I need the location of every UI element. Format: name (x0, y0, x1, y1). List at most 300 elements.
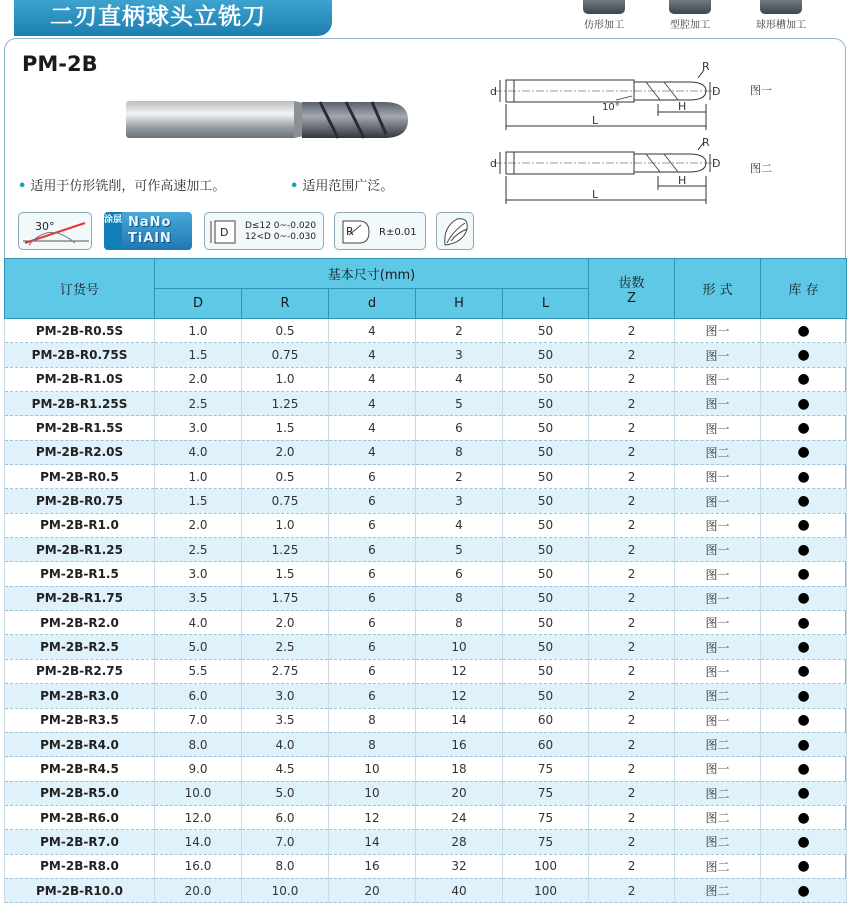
cell-form: 图一 (675, 708, 761, 732)
cell-H: 24 (416, 805, 503, 829)
cell-L: 50 (503, 659, 589, 683)
header-stock: 库 存 (761, 259, 847, 319)
cell-teeth: 2 (589, 538, 675, 562)
cell-R: 2.5 (242, 635, 329, 659)
cell-L: 50 (503, 416, 589, 440)
cell-stock: ● (761, 489, 847, 513)
cell-H: 10 (416, 635, 503, 659)
cell-form: 图一 (675, 659, 761, 683)
cell-teeth: 2 (589, 611, 675, 635)
cell-form: 图一 (675, 343, 761, 367)
helix-angle-icon (19, 213, 93, 251)
cell-stock: ● (761, 513, 847, 537)
cell-R: 2.0 (242, 440, 329, 464)
cell-R: 4.0 (242, 732, 329, 756)
dim-r: R (702, 138, 710, 149)
cell-order-no: PM-2B-R1.5 (5, 562, 155, 586)
cell-R: 1.25 (242, 392, 329, 416)
cell-H: 3 (416, 489, 503, 513)
table-row (5, 440, 847, 464)
cell-D: 14.0 (155, 830, 242, 854)
cell-L: 75 (503, 830, 589, 854)
cell-D: 3.0 (155, 562, 242, 586)
cell-stock: ● (761, 440, 847, 464)
cell-H: 8 (416, 586, 503, 610)
cell-H: 6 (416, 562, 503, 586)
cell-order-no: PM-2B-R6.0 (5, 805, 155, 829)
table-row (5, 465, 847, 489)
cell-order-no: PM-2B-R1.75 (5, 586, 155, 610)
cell-D: 10.0 (155, 781, 242, 805)
table-row (5, 684, 847, 708)
cell-d: 8 (329, 732, 416, 756)
radius-tolerance-badge (334, 212, 426, 250)
cell-teeth: 2 (589, 562, 675, 586)
cell-stock: ● (761, 343, 847, 367)
cell-L: 75 (503, 757, 589, 781)
cell-d: 10 (329, 781, 416, 805)
feature-2: • 适用范围广泛。 (290, 179, 394, 194)
cell-teeth: 2 (589, 440, 675, 464)
cell-stock: ● (761, 611, 847, 635)
cell-stock: ● (761, 757, 847, 781)
bullet-icon: • (18, 179, 27, 194)
cell-d: 4 (329, 392, 416, 416)
cell-d: 4 (329, 367, 416, 391)
cell-teeth: 2 (589, 708, 675, 732)
tol-line-2: 12<D 0~-0.030 (245, 232, 317, 242)
cell-order-no: PM-2B-R1.5S (5, 416, 155, 440)
helix-angle-badge (18, 212, 92, 250)
cell-L: 50 (503, 635, 589, 659)
cell-L: 50 (503, 611, 589, 635)
cell-d: 6 (329, 489, 416, 513)
cell-D: 2.0 (155, 367, 242, 391)
page-title: 二刃直柄球头立铣刀 (14, 0, 332, 36)
diagram-fig1 (484, 58, 724, 136)
cell-form: 图一 (675, 392, 761, 416)
cell-teeth: 2 (589, 830, 675, 854)
cell-D: 2.5 (155, 392, 242, 416)
cell-teeth: 2 (589, 854, 675, 878)
cell-D: 1.5 (155, 489, 242, 513)
cell-d: 12 (329, 805, 416, 829)
diagram-fig2 (484, 138, 724, 208)
cell-teeth: 2 (589, 805, 675, 829)
cell-order-no: PM-2B-R0.5S (5, 319, 155, 343)
cell-teeth: 2 (589, 732, 675, 756)
cell-order-no: PM-2B-R1.25S (5, 392, 155, 416)
cell-form: 图一 (675, 319, 761, 343)
cell-L: 100 (503, 854, 589, 878)
cell-order-no: PM-2B-R2.0 (5, 611, 155, 635)
header-teeth-label: 齿数 (618, 275, 645, 291)
table-row (5, 392, 847, 416)
dim-r: R (702, 60, 710, 73)
cell-R: 1.75 (242, 586, 329, 610)
cell-order-no: PM-2B-R4.0 (5, 732, 155, 756)
cell-D: 16.0 (155, 854, 242, 878)
cell-stock: ● (761, 684, 847, 708)
cell-H: 2 (416, 319, 503, 343)
cell-L: 50 (503, 440, 589, 464)
dim-L: L (592, 188, 599, 201)
cell-order-no: PM-2B-R0.75 (5, 489, 155, 513)
cell-form: 图二 (675, 878, 761, 902)
cell-stock: ● (761, 830, 847, 854)
cell-teeth: 2 (589, 367, 675, 391)
cell-teeth: 2 (589, 392, 675, 416)
table-row (5, 830, 847, 854)
cell-R: 0.5 (242, 465, 329, 489)
cell-form: 图一 (675, 489, 761, 513)
ball-end-badge (436, 212, 474, 250)
cell-R: 8.0 (242, 854, 329, 878)
cell-order-no: PM-2B-R1.0S (5, 367, 155, 391)
cell-order-no: PM-2B-R2.75 (5, 659, 155, 683)
cell-R: 4.5 (242, 757, 329, 781)
dim-L: L (592, 114, 599, 127)
cell-d: 6 (329, 659, 416, 683)
process-cavity-milling (660, 0, 720, 31)
cell-stock: ● (761, 416, 847, 440)
table-row (5, 878, 847, 902)
cell-d: 4 (329, 319, 416, 343)
header-d: d (329, 289, 416, 319)
cell-teeth: 2 (589, 757, 675, 781)
cell-R: 7.0 (242, 830, 329, 854)
spec-table-body (5, 319, 847, 903)
fig2-label: 图二 (750, 162, 772, 175)
cell-order-no: PM-2B-R3.5 (5, 708, 155, 732)
process-label: 型腔加工 (670, 20, 710, 31)
cell-stock: ● (761, 805, 847, 829)
cell-D: 1.5 (155, 343, 242, 367)
cell-form: 图一 (675, 538, 761, 562)
cell-L: 50 (503, 465, 589, 489)
cell-teeth: 2 (589, 465, 675, 489)
cell-R: 1.25 (242, 538, 329, 562)
cell-R: 0.75 (242, 343, 329, 367)
cell-H: 5 (416, 392, 503, 416)
cell-D: 6.0 (155, 684, 242, 708)
bullet-icon: • (290, 179, 299, 194)
table-row (5, 854, 847, 878)
header-form: 形 式 (675, 259, 761, 319)
cell-form: 图一 (675, 611, 761, 635)
cell-d: 6 (329, 562, 416, 586)
cell-D: 3.0 (155, 416, 242, 440)
cell-D: 5.5 (155, 659, 242, 683)
cell-D: 2.0 (155, 513, 242, 537)
dim-d: d (490, 157, 497, 170)
cell-stock: ● (761, 465, 847, 489)
table-row (5, 319, 847, 343)
feature-1: • 适用于仿形铣削，可作高速加工。 (18, 179, 226, 194)
cell-D: 1.0 (155, 465, 242, 489)
cell-d: 4 (329, 416, 416, 440)
cell-order-no: PM-2B-R5.0 (5, 781, 155, 805)
cell-form: 图一 (675, 465, 761, 489)
cell-stock: ● (761, 635, 847, 659)
fig1-label: 图一 (750, 84, 772, 97)
cell-form: 图一 (675, 562, 761, 586)
table-row (5, 343, 847, 367)
cell-d: 4 (329, 440, 416, 464)
header-R: R (242, 289, 329, 319)
dim-H: H (678, 100, 687, 113)
cell-order-no: PM-2B-R7.0 (5, 830, 155, 854)
table-row (5, 367, 847, 391)
cell-R: 3.0 (242, 684, 329, 708)
cell-order-no: PM-2B-R1.0 (5, 513, 155, 537)
cell-stock: ● (761, 659, 847, 683)
cell-teeth: 2 (589, 513, 675, 537)
cell-H: 4 (416, 367, 503, 391)
cell-L: 50 (503, 392, 589, 416)
cell-L: 75 (503, 805, 589, 829)
cell-d: 4 (329, 343, 416, 367)
cell-order-no: PM-2B-R2.0S (5, 440, 155, 464)
cell-form: 图二 (675, 440, 761, 464)
radius-icon (337, 213, 373, 251)
cell-L: 50 (503, 538, 589, 562)
process-copy-milling (574, 0, 634, 31)
helix-angle: 30° (35, 220, 55, 233)
cell-teeth: 2 (589, 635, 675, 659)
diameter-tolerance-badge (204, 212, 324, 250)
cell-stock: ● (761, 562, 847, 586)
cell-order-no: PM-2B-R8.0 (5, 854, 155, 878)
cell-teeth: 2 (589, 343, 675, 367)
table-row (5, 611, 847, 635)
cell-L: 50 (503, 489, 589, 513)
cell-stock: ● (761, 586, 847, 610)
cell-L: 50 (503, 684, 589, 708)
cell-d: 10 (329, 757, 416, 781)
ball-end-mill-image (124, 96, 414, 146)
cell-R: 10.0 (242, 878, 329, 902)
diameter-icon (207, 213, 243, 251)
cell-L: 60 (503, 708, 589, 732)
cell-L: 100 (503, 878, 589, 902)
cell-teeth: 2 (589, 416, 675, 440)
ball-end-icon (437, 213, 475, 251)
cell-order-no: PM-2B-R10.0 (5, 878, 155, 902)
cell-d: 6 (329, 586, 416, 610)
cell-H: 8 (416, 440, 503, 464)
header-teeth-symbol: Z (627, 290, 636, 306)
process-ball-groove (748, 0, 814, 31)
cell-R: 5.0 (242, 781, 329, 805)
table-row (5, 635, 847, 659)
cell-L: 50 (503, 562, 589, 586)
cell-d: 6 (329, 684, 416, 708)
cell-H: 12 (416, 659, 503, 683)
cell-D: 4.0 (155, 611, 242, 635)
cell-teeth: 2 (589, 684, 675, 708)
header-order-no: 订货号 (5, 259, 155, 319)
table-row (5, 562, 847, 586)
header-H: H (416, 289, 503, 319)
cell-R: 0.5 (242, 319, 329, 343)
cell-teeth: 2 (589, 586, 675, 610)
dim-D: D (712, 85, 721, 98)
cell-H: 14 (416, 708, 503, 732)
table-row (5, 757, 847, 781)
cell-d: 16 (329, 854, 416, 878)
cell-L: 50 (503, 586, 589, 610)
cell-R: 6.0 (242, 805, 329, 829)
cell-R: 2.0 (242, 611, 329, 635)
cell-R: 1.0 (242, 367, 329, 391)
cell-D: 4.0 (155, 440, 242, 464)
cell-H: 5 (416, 538, 503, 562)
cell-form: 图二 (675, 781, 761, 805)
cell-D: 2.5 (155, 538, 242, 562)
cell-D: 7.0 (155, 708, 242, 732)
cell-L: 50 (503, 319, 589, 343)
cell-D: 12.0 (155, 805, 242, 829)
cell-d: 6 (329, 538, 416, 562)
cell-R: 1.0 (242, 513, 329, 537)
cell-D: 20.0 (155, 878, 242, 902)
cell-d: 6 (329, 635, 416, 659)
cell-d: 6 (329, 611, 416, 635)
cavity-milling-icon (669, 0, 711, 14)
cell-L: 75 (503, 781, 589, 805)
header-D: D (155, 289, 242, 319)
cell-teeth: 2 (589, 781, 675, 805)
cell-H: 2 (416, 465, 503, 489)
cell-R: 2.75 (242, 659, 329, 683)
dim-d: d (490, 85, 497, 98)
cell-R: 0.75 (242, 489, 329, 513)
cell-form: 图二 (675, 805, 761, 829)
table-row (5, 805, 847, 829)
cell-R: 3.5 (242, 708, 329, 732)
tol-line-1: D≤12 0~-0.020 (245, 221, 317, 231)
cell-d: 8 (329, 708, 416, 732)
radius-symbol: R (346, 225, 354, 238)
dim-D: D (712, 157, 721, 170)
cell-d: 6 (329, 465, 416, 489)
cell-D: 9.0 (155, 757, 242, 781)
cell-order-no: PM-2B-R2.5 (5, 635, 155, 659)
header-basic-size: 基本尺寸(mm) (155, 259, 589, 289)
cell-H: 16 (416, 732, 503, 756)
cell-d: 20 (329, 878, 416, 902)
table-row (5, 416, 847, 440)
cell-teeth: 2 (589, 878, 675, 902)
cell-teeth: 2 (589, 489, 675, 513)
table-row (5, 659, 847, 683)
table-row (5, 538, 847, 562)
cell-H: 3 (416, 343, 503, 367)
cell-H: 6 (416, 416, 503, 440)
cell-stock: ● (761, 319, 847, 343)
coating-badge (104, 212, 192, 250)
table-row (5, 781, 847, 805)
cell-H: 8 (416, 611, 503, 635)
cell-order-no: PM-2B-R1.25 (5, 538, 155, 562)
cell-D: 5.0 (155, 635, 242, 659)
cell-order-no: PM-2B-R0.75S (5, 343, 155, 367)
cell-form: 图一 (675, 367, 761, 391)
copy-milling-icon (583, 0, 625, 14)
cell-D: 1.0 (155, 319, 242, 343)
radius-tol: R±0.01 (379, 227, 417, 238)
header-teeth (589, 259, 675, 319)
cell-form: 图一 (675, 635, 761, 659)
model-name: PM-2B (22, 52, 98, 76)
cell-L: 50 (503, 513, 589, 537)
table-row (5, 586, 847, 610)
cell-stock: ● (761, 538, 847, 562)
cell-form: 图一 (675, 513, 761, 537)
cell-stock: ● (761, 367, 847, 391)
cell-stock: ● (761, 781, 847, 805)
cell-form: 图二 (675, 732, 761, 756)
cell-order-no: PM-2B-R4.5 (5, 757, 155, 781)
table-row (5, 489, 847, 513)
dim-angle: 10° (602, 102, 620, 113)
cell-order-no: PM-2B-R0.5 (5, 465, 155, 489)
cell-H: 28 (416, 830, 503, 854)
cell-form: 图二 (675, 854, 761, 878)
cell-D: 3.5 (155, 586, 242, 610)
process-label: 仿形加工 (584, 20, 624, 31)
cell-H: 4 (416, 513, 503, 537)
cell-stock: ● (761, 708, 847, 732)
header-L: L (503, 289, 589, 319)
cell-stock: ● (761, 854, 847, 878)
table-row (5, 732, 847, 756)
cell-stock: ● (761, 878, 847, 902)
cell-L: 50 (503, 343, 589, 367)
coating-line-1: NaNo (128, 215, 172, 230)
cell-d: 14 (329, 830, 416, 854)
process-label: 球形槽加工 (756, 20, 806, 31)
cell-order-no: PM-2B-R3.0 (5, 684, 155, 708)
cell-H: 20 (416, 781, 503, 805)
cell-form: 图二 (675, 684, 761, 708)
coating-line-2: TiAlN (128, 231, 172, 246)
cell-teeth: 2 (589, 659, 675, 683)
spec-table (4, 258, 847, 903)
table-row (5, 708, 847, 732)
cell-stock: ● (761, 392, 847, 416)
cell-D: 8.0 (155, 732, 242, 756)
tol-symbol: D (220, 226, 229, 239)
cell-form: 图一 (675, 416, 761, 440)
ball-groove-icon (760, 0, 802, 14)
cell-teeth: 2 (589, 319, 675, 343)
cell-H: 32 (416, 854, 503, 878)
cell-L: 50 (503, 367, 589, 391)
cell-H: 18 (416, 757, 503, 781)
coating-label: 涂层 (104, 212, 122, 250)
cell-form: 图一 (675, 586, 761, 610)
cell-d: 6 (329, 513, 416, 537)
cell-R: 1.5 (242, 562, 329, 586)
table-row (5, 513, 847, 537)
cell-stock: ● (761, 732, 847, 756)
cell-L: 60 (503, 732, 589, 756)
cell-H: 12 (416, 684, 503, 708)
cell-form: 图二 (675, 830, 761, 854)
cell-form: 图一 (675, 757, 761, 781)
